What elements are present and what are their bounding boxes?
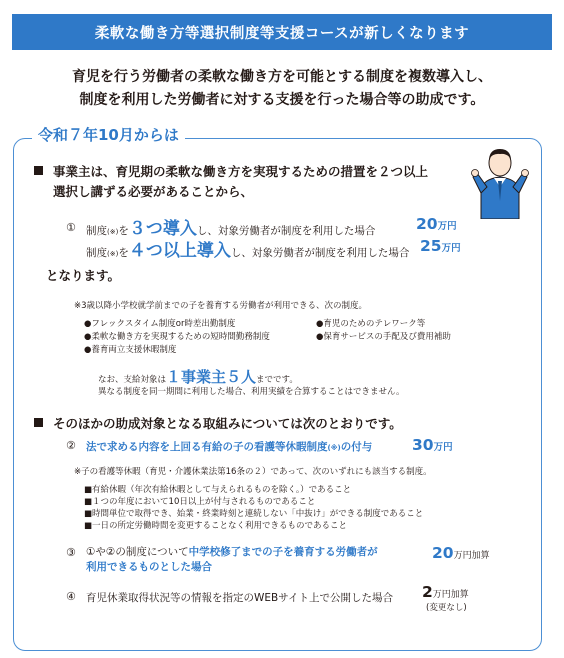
- item1-amount: 20万円: [416, 215, 457, 233]
- item1b-text: 制度(※)を４つ以上導入し、対象労働者が制度を利用した場合: [86, 241, 410, 261]
- item4-text: 育児休業取得状況等の情報を指定のWEBサイト上で公開した場合: [86, 592, 393, 604]
- item3-amount: 20万円加算: [432, 544, 490, 562]
- item3-text: ①や②の制度について中学校修了までの子を養育する労働者が 利用できるものとした場合: [86, 546, 378, 573]
- limit-note-line2: 異なる制度を同一期間に利用した場合、利用実績を合算することはできません。: [98, 387, 405, 397]
- system-item: ●保育サービスの手配及び費用補助: [316, 332, 451, 342]
- square-bullet-icon: [34, 166, 43, 175]
- section2-heading: そのほかの助成対象となる取組みについては次のとおりです。: [34, 414, 402, 434]
- item4-number: ④: [66, 590, 76, 603]
- intro-line-1: 育児を行う労働者の柔軟な働き方を可能とする制度を複数導入し、: [72, 69, 492, 85]
- system-item: ●柔軟な働き方を実現するための短時間勤務制度: [84, 332, 270, 342]
- system-item: ●養育両立支援休暇制度: [84, 345, 177, 355]
- item1-text: 制度(※)を３つ導入し、対象労働者が制度を利用した場合: [86, 219, 376, 239]
- item3-number: ③: [66, 546, 76, 559]
- title-banner: 柔軟な働き方等選択制度等支援コースが新しくなります: [12, 14, 552, 50]
- condition-item: ■有給休暇（年次有給休暇として与えられるものを除く。）であること: [84, 485, 352, 495]
- condition-item: ■１つの年度において10日以上が付与されるものであること: [84, 497, 316, 507]
- item1-number: ①: [66, 221, 76, 234]
- item2-number: ②: [66, 439, 76, 452]
- section1-heading: 事業主は、育児期の柔軟な働き方を実現するための措置を２つ以上 選択し講ずる必要があることから、: [34, 162, 428, 202]
- systems-footnote: ※3歳以降小学校就学前までの子を養育する労働者が利用できる、次の制度。: [74, 301, 368, 311]
- effective-date-label: 令和７年10月からは: [32, 124, 185, 145]
- item2-amount: 30万円: [412, 436, 453, 454]
- result-text: となります。: [46, 268, 121, 283]
- businessman-presenting-icon: [467, 141, 533, 219]
- leave-note: ※子の看護等休暇（育児・介護休業法第16条の２）であって、次のいずれにも該当する制度。: [74, 467, 432, 477]
- condition-item: ■一日の所定労働時間を変更することなく利用できるものであること: [84, 521, 348, 531]
- square-bullet-icon: [34, 418, 43, 427]
- condition-item: ■時間単位で取得でき、始業・終業時刻と連続しない「中抜け」ができる制度であること: [84, 509, 424, 519]
- intro-text: [0, 66, 564, 112]
- conditions-list: [84, 484, 423, 532]
- limit-note: なお、支給対象は１事業主５人までです。: [98, 368, 298, 386]
- systems-list: [84, 318, 516, 357]
- intro-line-2: 制度を利用した労働者に対する支援を行った場合等の助成です。: [79, 92, 485, 108]
- item4-amount: 2万円加算: [422, 583, 469, 601]
- system-item: ●育児のためのテレワーク等: [316, 319, 426, 329]
- item4-subnote: (変更なし): [426, 603, 467, 613]
- item1b-amount: 25万円: [420, 237, 461, 255]
- item2-text: 法で求める内容を上回る有給の子の看護等休暇制度(※)の付与: [86, 441, 373, 453]
- system-item: ●フレックスタイム制度or時差出勤制度: [84, 319, 236, 329]
